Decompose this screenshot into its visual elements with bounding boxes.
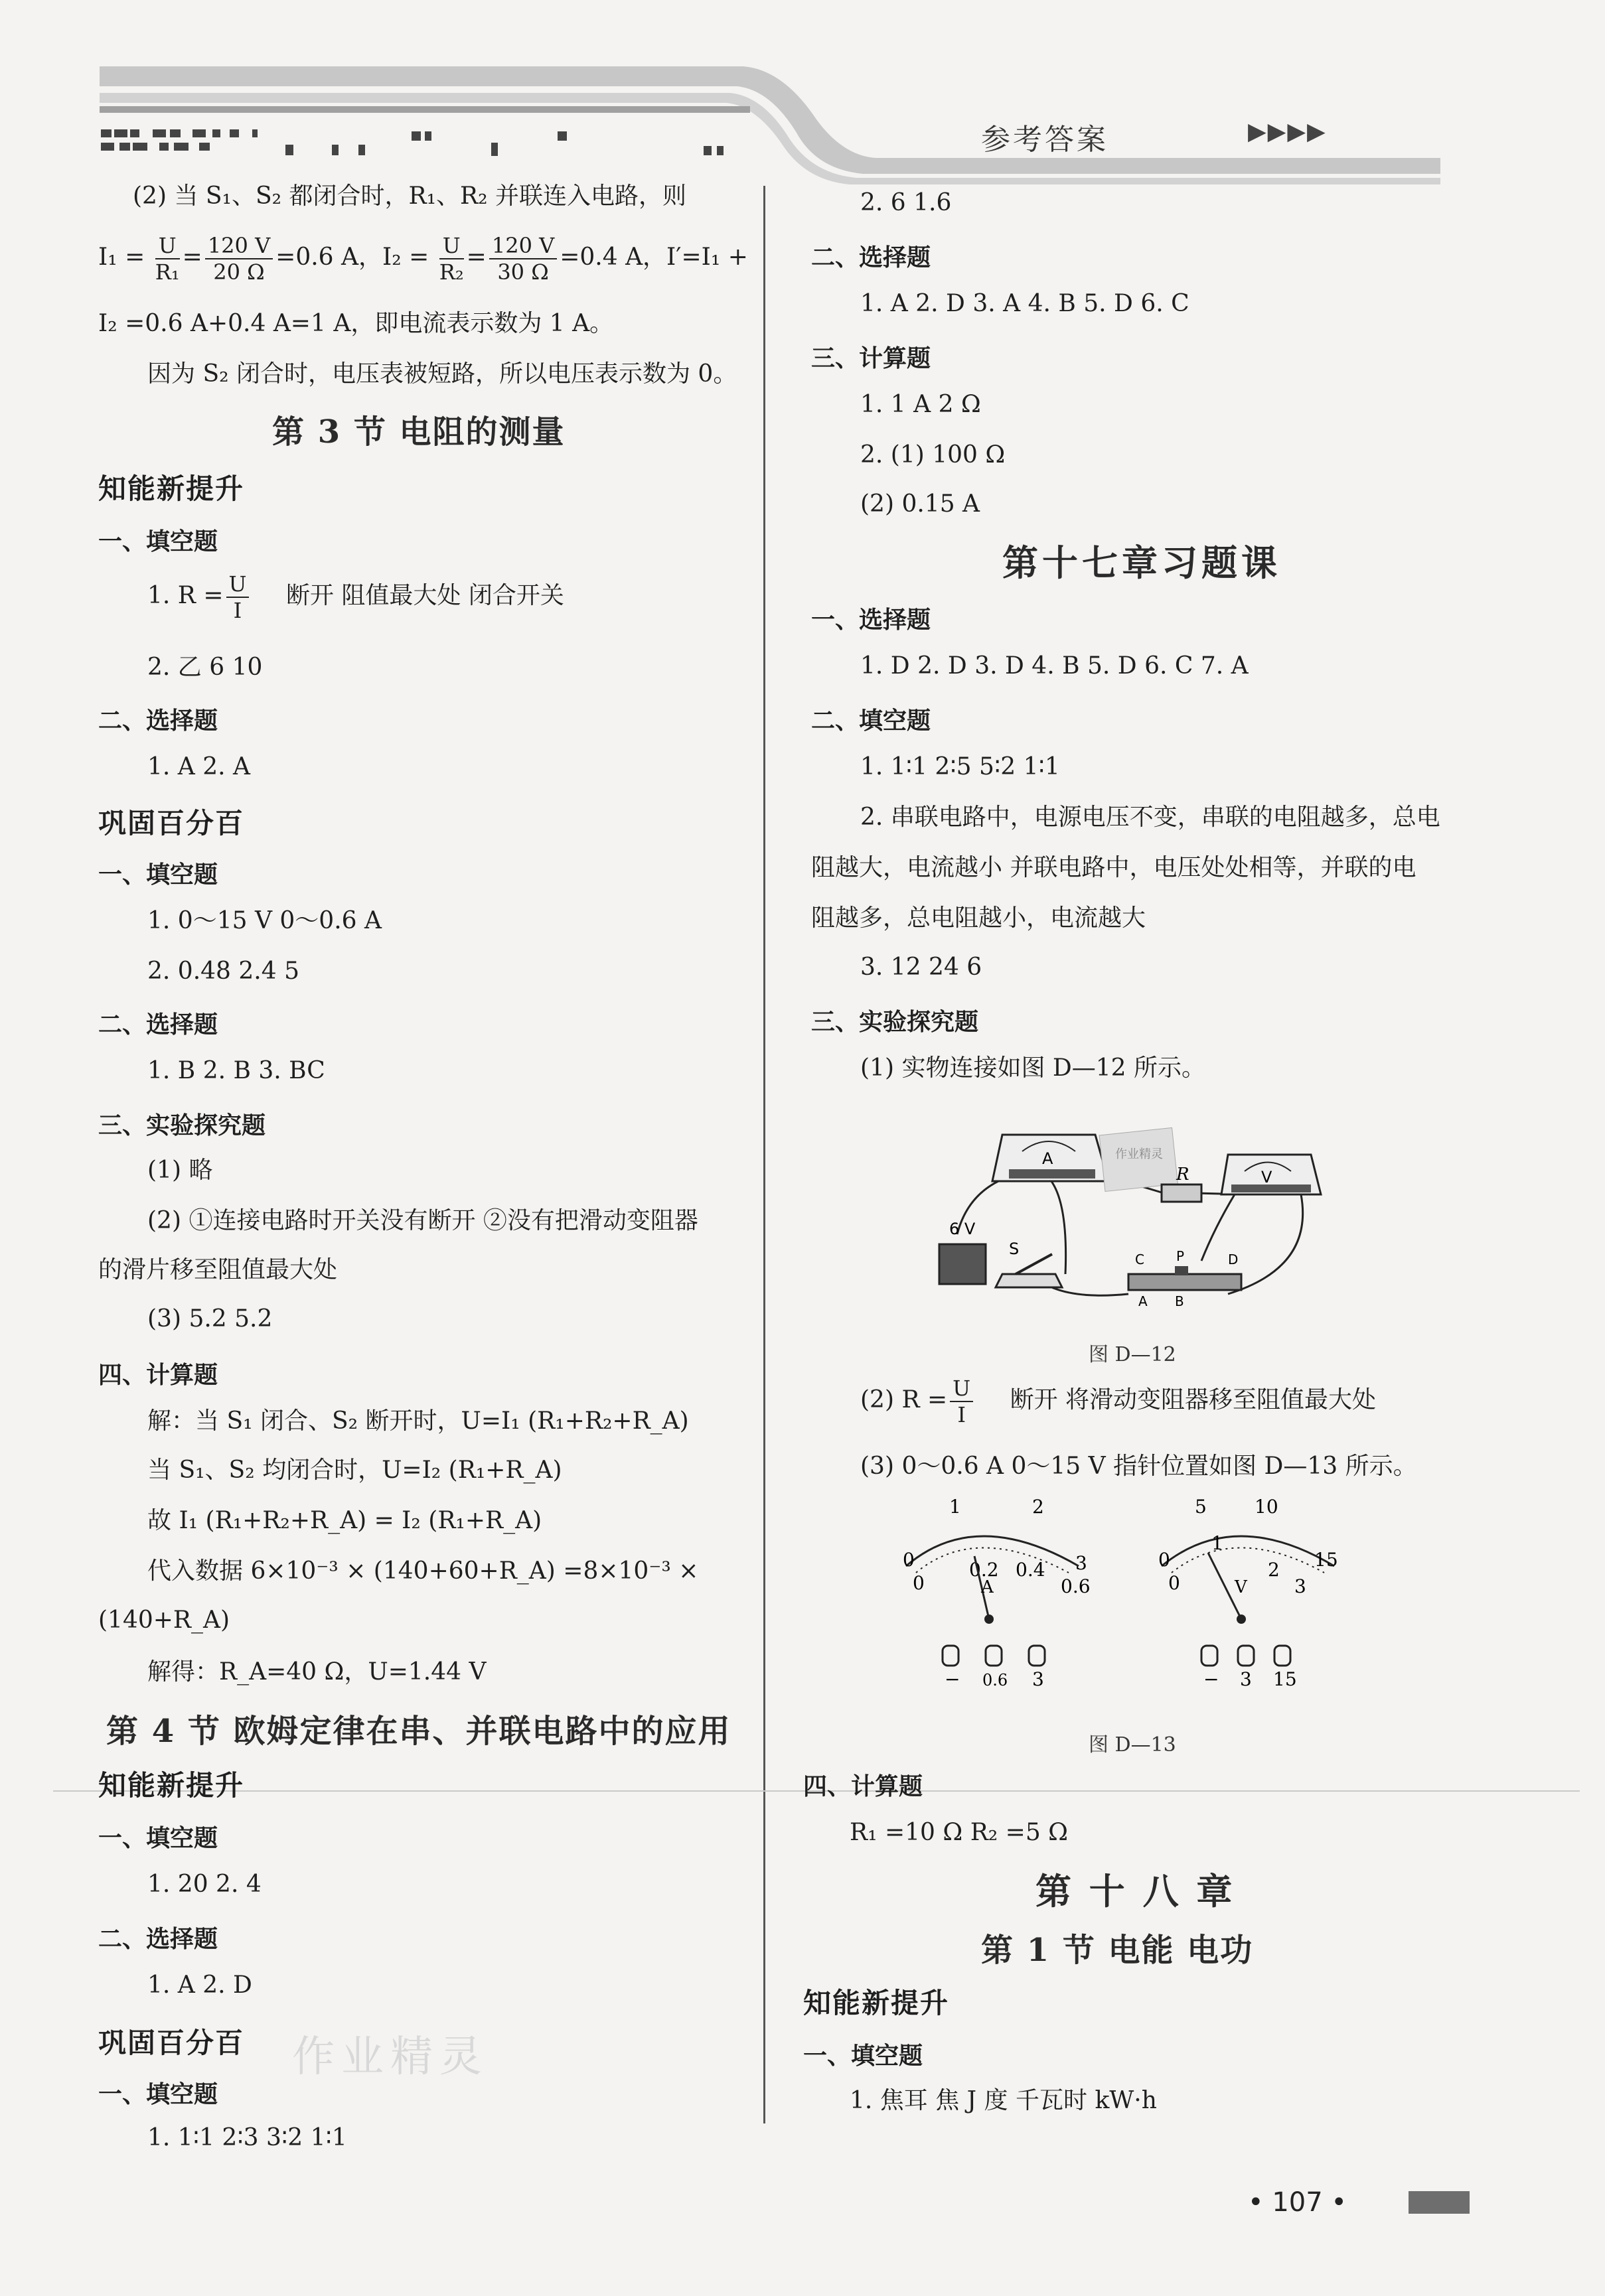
svg-text:1: 1 <box>949 1496 961 1518</box>
svg-text:0.4: 0.4 <box>1016 1559 1045 1581</box>
subsection-heading: 知能新提升 <box>803 1987 950 2019</box>
svg-text:−: − <box>1203 1668 1219 1690</box>
question-type-heading: 二、选择题 <box>98 1011 218 1039</box>
wire <box>1201 1194 1235 1261</box>
answer-line: 阻越大，电流越小 并联电路中，电压处处相等，并联的电 <box>811 854 1416 881</box>
svg-text:3: 3 <box>1075 1552 1087 1574</box>
svg-text:作业精灵: 作业精灵 <box>1115 1147 1163 1161</box>
answer-line: 1. A 2. A <box>147 753 251 780</box>
answer-line: 1. A 2. D <box>147 1972 252 1999</box>
stamp <box>1099 1127 1178 1191</box>
answer-line: 1. D 2. D 3. D 4. B 5. D 6. C 7. A <box>860 652 1249 680</box>
answer-line: 1. A 2. D 3. A 4. B 5. D 6. C <box>860 290 1189 317</box>
column-divider <box>763 186 765 2123</box>
svg-text:0: 0 <box>1168 1572 1180 1594</box>
answer-line: 1. R = $\frac{U}{I}$ 断开 阻值最大处 闭合开关 <box>147 571 564 623</box>
svg-text:2: 2 <box>1032 1496 1044 1518</box>
answer-line: 1. 0～15 V 0～0.6 A <box>147 907 382 934</box>
question-type-heading: 一、选择题 <box>811 607 931 634</box>
svg-text:0: 0 <box>1158 1549 1170 1571</box>
svg-text:A: A <box>1138 1293 1148 1309</box>
fraction: $\frac{U}{I}$ <box>226 573 250 621</box>
answer-line: 1. B 2. B 3. BC <box>147 1057 325 1084</box>
question-type-heading: 一、填空题 <box>803 2043 923 2070</box>
subsection-heading: 知能新提升 <box>98 472 245 505</box>
meter-dial-figure <box>876 1493 1381 1712</box>
question-type-heading: 二、填空题 <box>811 707 931 735</box>
page-number: • 107 • <box>1248 2187 1347 2218</box>
answer-line: (1) 实物连接如图 D—12 所示。 <box>860 1054 1205 1082</box>
equation-line: I₁ = $\frac{U}{\text{R₁}}$ = $\frac{120 V}{20 \Omega}$ =0.6 A，I₂ = $\frac{U}{\text{R₂}}$ = $\frac{120 V}{30 \Omega}$ =0.4 A，I′=I₁ + <box>98 233 748 285</box>
fraction: $\frac{120 V}{20 \Omega}$ <box>205 235 273 283</box>
answer-line: 解：当 S₁ 闭合、S₂ 断开时，U=I₁ (R₁+R₂+R_A) <box>147 1407 689 1435</box>
question-type-heading: 二、选择题 <box>811 244 931 271</box>
voltmeter-dial <box>1158 1496 1338 1690</box>
subsection-heading: 知能新提升 <box>98 1769 245 1802</box>
answer-line: 1. 1∶1 2∶5 5∶2 1∶1 <box>860 753 1060 780</box>
answer-line: 1. 1∶1 2∶3 3∶2 1∶1 <box>147 2124 347 2151</box>
answer-line: (3) 5.2 5.2 <box>147 1305 273 1332</box>
svg-text:−: − <box>945 1668 960 1690</box>
section-title: 第 4 节 欧姆定律在串、并联电路中的应用 <box>106 1713 731 1750</box>
svg-text:D: D <box>1228 1252 1239 1267</box>
answer-line: 的滑片移至阻值最大处 <box>98 1256 338 1283</box>
header-banner <box>0 0 1605 199</box>
svg-text:V: V <box>1235 1577 1247 1597</box>
question-type-heading: 二、选择题 <box>98 707 218 735</box>
voltmeter <box>1221 1155 1321 1194</box>
question-type-heading: 三、实验探究题 <box>811 1009 979 1036</box>
svg-text:C: C <box>1135 1252 1144 1267</box>
figure-caption: 图 D—13 <box>1089 1733 1176 1757</box>
svg-text:3: 3 <box>1240 1668 1252 1690</box>
ammeter-dial <box>903 1496 1091 1690</box>
svg-text:15: 15 <box>1273 1668 1297 1690</box>
svg-text:0: 0 <box>903 1549 915 1571</box>
svg-text:A: A <box>981 1577 994 1597</box>
answer-line: (2) ①连接电路时开关没有断开 ②没有把滑动变阻器 <box>147 1207 698 1234</box>
svg-text:5: 5 <box>1195 1496 1207 1518</box>
svg-text:3: 3 <box>1032 1668 1044 1690</box>
svg-text:10: 10 <box>1255 1496 1278 1518</box>
answer-line: 代入数据 6×10⁻³ × (140+60+R_A) =8×10⁻³ × <box>147 1557 699 1585</box>
svg-text:V: V <box>1261 1168 1272 1186</box>
answer-line: (2) 0.15 A <box>860 490 980 518</box>
figure-caption: 图 D—12 <box>1089 1343 1176 1366</box>
question-type-heading: 三、计算题 <box>811 345 931 372</box>
question-type-heading: 二、选择题 <box>98 1926 218 1953</box>
ammeter <box>992 1135 1108 1181</box>
answer-line: 2. 乙 6 10 <box>147 654 263 681</box>
question-type-heading: 一、填空题 <box>98 861 218 889</box>
question-type-heading: 四、计算题 <box>98 1362 218 1389</box>
svg-text:2: 2 <box>1268 1559 1280 1581</box>
svg-text:1: 1 <box>1211 1532 1223 1554</box>
section-title: 第 1 节 电能 电功 <box>981 1932 1254 1969</box>
answer-line: I₂ =0.6 A+0.4 A=1 A，即电流表示数为 1 A。 <box>98 310 614 337</box>
subsection-heading: 巩固百分百 <box>98 807 245 839</box>
answer-line: (1) 略 <box>147 1157 213 1184</box>
answer-line: 2. 0.48 2.4 5 <box>147 958 299 985</box>
circuit-figure <box>929 1095 1328 1321</box>
answer-line: 2. 串联电路中，电源电压不变，串联的电阻越多，总电 <box>860 804 1440 831</box>
chapter-title: 第十七章习题课 <box>1002 542 1281 584</box>
answer-line: 1. 焦耳 焦 J 度 千瓦时 kW·h <box>850 2087 1157 2114</box>
question-type-heading: 一、填空题 <box>98 528 218 555</box>
fraction: $\frac{U}{\text{R₁}}$ <box>155 233 180 285</box>
svg-text:15: 15 <box>1314 1549 1338 1571</box>
question-type-heading: 一、填空题 <box>98 1825 218 1852</box>
subsection-heading: 巩固百分百 <box>98 2027 245 2059</box>
answer-line: 1. 1 A 2 Ω <box>860 391 981 418</box>
answer-line: 阻越多，总电阻越小，电流越大 <box>811 904 1146 932</box>
answer-line: (2) 当 S₁、S₂ 都闭合时，R₁、R₂ 并联连入电路，则 <box>133 182 687 210</box>
page-number-tab <box>1409 2191 1470 2214</box>
ammeter-terminals <box>943 1646 1045 1690</box>
svg-text:S: S <box>1009 1240 1020 1258</box>
fraction: $\frac{U}{I}$ <box>950 1378 973 1425</box>
svg-text:3: 3 <box>1294 1575 1306 1597</box>
question-type-heading: 四、计算题 <box>803 1773 923 1800</box>
chapter-title: 第 十 八 章 <box>1035 1871 1235 1912</box>
svg-text:0.6: 0.6 <box>982 1671 1008 1689</box>
header-title: 参考答案 <box>981 123 1108 157</box>
svg-text:R: R <box>1176 1165 1189 1184</box>
answer-line: 3. 12 24 6 <box>860 954 982 981</box>
answer-line: 解得：R_A=40 Ω，U=1.44 V <box>147 1658 487 1686</box>
ammeter-symbol: A <box>1042 1149 1053 1168</box>
section-title: 第 3 节 电阻的测量 <box>272 413 566 451</box>
answer-line: 因为 S₂ 闭合时，电压表被短路，所以电压表示数为 0。 <box>147 360 737 388</box>
svg-text:6 V: 6 V <box>949 1220 976 1238</box>
switch <box>996 1240 1062 1287</box>
question-type-heading: 三、实验探究题 <box>98 1112 266 1139</box>
svg-text:0.6: 0.6 <box>1061 1575 1091 1597</box>
answer-line: (3) 0～0.6 A 0～15 V 指针位置如图 D—13 所示。 <box>860 1453 1417 1480</box>
svg-text:P: P <box>1176 1248 1185 1264</box>
battery <box>939 1220 986 1284</box>
answer-line: 2. (1) 100 Ω <box>860 441 1006 468</box>
answer-line: R₁ =10 Ω R₂ =5 Ω <box>850 1819 1069 1846</box>
svg-text:0.2: 0.2 <box>969 1559 999 1581</box>
question-type-heading: 一、填空题 <box>98 2081 218 2108</box>
rheostat <box>1128 1248 1241 1309</box>
voltmeter-terminals <box>1201 1646 1297 1690</box>
answer-line: (140+R_A) <box>98 1607 230 1634</box>
answer-line: 当 S₁、S₂ 均闭合时，U=I₂ (R₁+R_A) <box>147 1457 562 1484</box>
header-arrows: ▶▶▶▶ <box>1248 118 1327 145</box>
answer-line: 1. 20 2. 4 <box>147 1871 262 1898</box>
answer-line: 故 I₁ (R₁+R₂+R_A) = I₂ (R₁+R_A) <box>147 1507 542 1534</box>
fraction: $\frac{U}{\text{R₂}}$ <box>439 233 464 285</box>
answer-line: (2) R = $\frac{U}{I}$ 断开 将滑动变阻器移至阻值最大处 <box>860 1376 1377 1427</box>
wire <box>1045 1175 1066 1274</box>
svg-text:0: 0 <box>913 1572 925 1594</box>
answer-line: 2. 6 1.6 <box>860 189 952 216</box>
watermark: 作业精灵 <box>292 2033 489 2082</box>
svg-text:B: B <box>1175 1293 1184 1309</box>
fraction: $\frac{120 V}{30 \Omega}$ <box>489 235 557 283</box>
